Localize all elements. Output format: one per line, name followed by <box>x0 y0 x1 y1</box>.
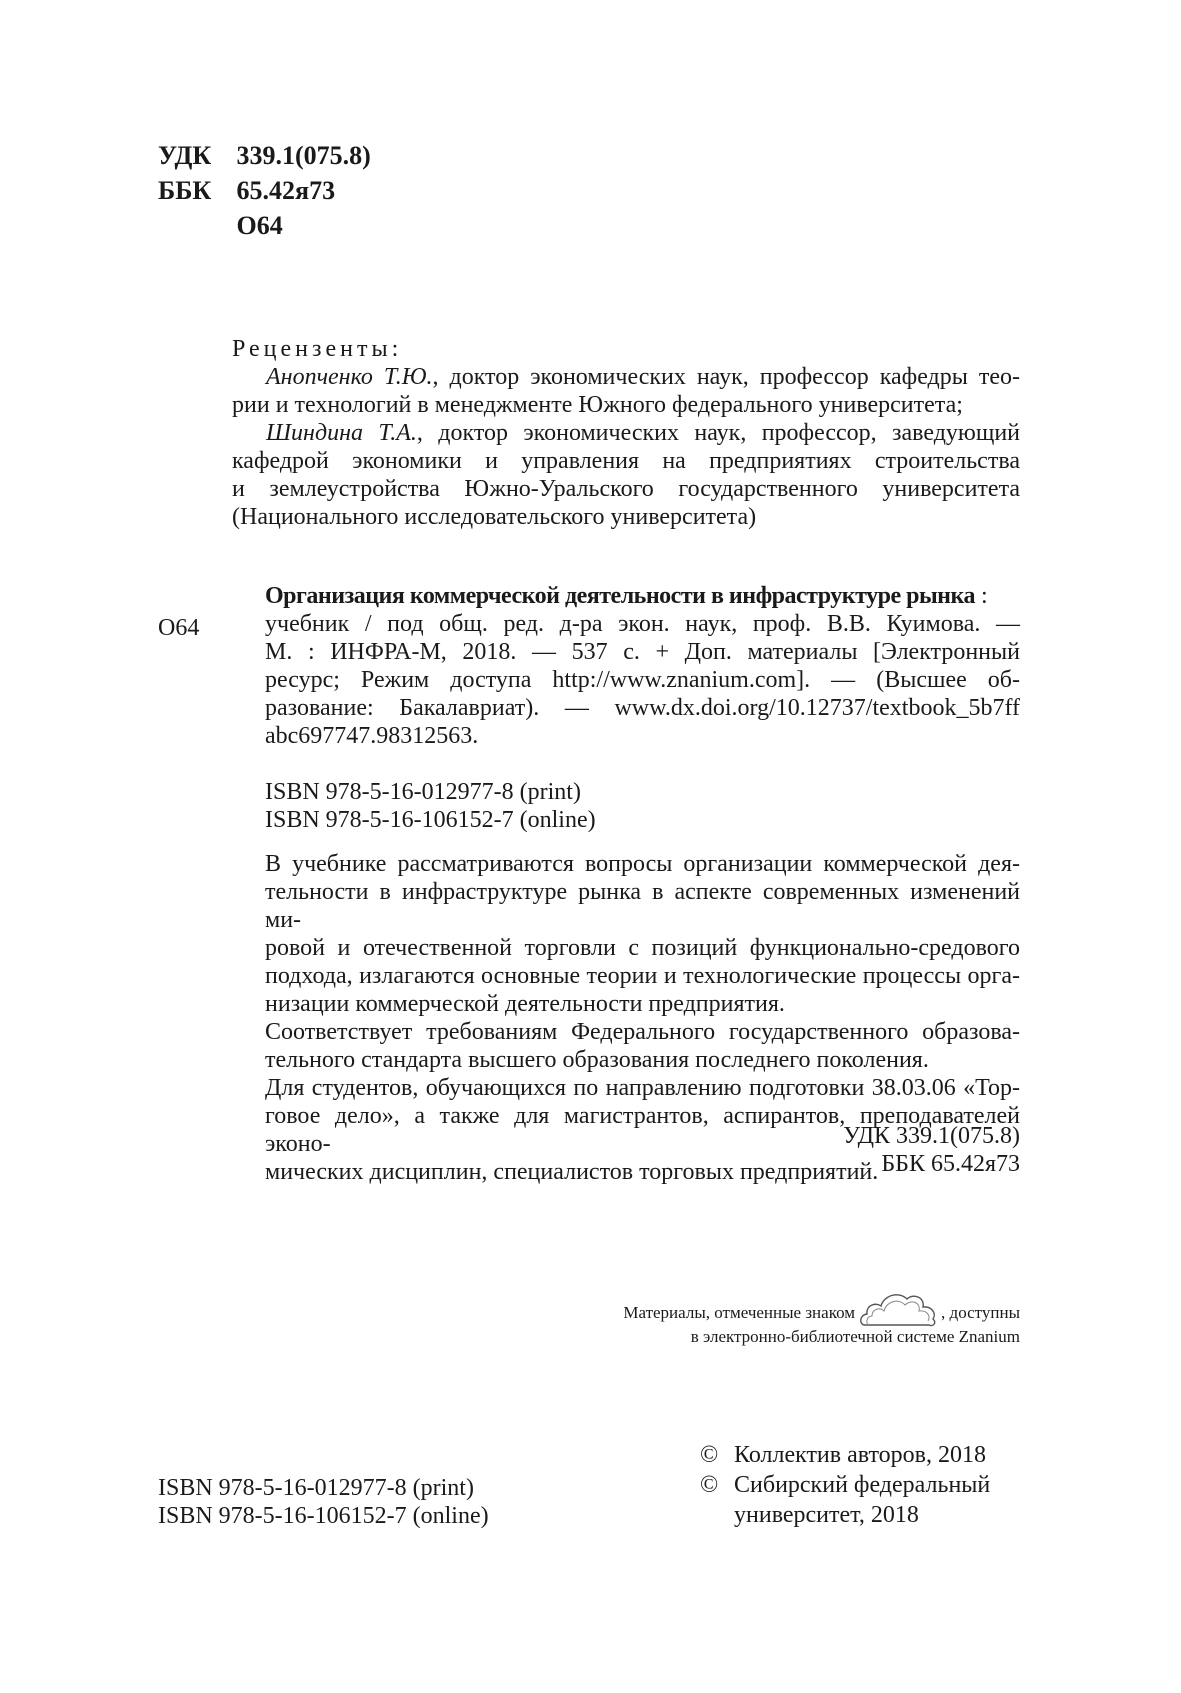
udc-value: 339.1(075.8) <box>236 141 371 170</box>
annotation-line: говое дело», а также для магистрантов, аспирантов, преподавателей эконо- <box>265 1103 1020 1157</box>
udc-summary-bbk: ББК 65.42я73 <box>881 1151 1020 1177</box>
book-title: Организация коммерческой деятельности в инфраструктуре рынка <box>265 583 975 609</box>
biblio-line: учебник / под общ. ред. д-ра экон. наук, проф. В.В. Куимова. — <box>265 611 1020 637</box>
bbk-label: ББК <box>158 176 212 205</box>
isbn-online: ISBN 978-5-16-106152-7 (online) <box>158 1503 489 1529</box>
isbn-print: ISBN 978-5-16-012977-8 (print) <box>265 779 581 805</box>
copyright-line: университет, 2018 <box>734 1502 919 1528</box>
reviewer-line: Шиндина Т.А., доктор экономических наук, профессор, заведующий <box>266 420 1021 446</box>
reviewer-line: и землеустройства Южно-Уральского государственного университета <box>232 476 1020 502</box>
annotation-line: мических дисциплин, специалистов торговых предприятий. <box>265 1159 879 1185</box>
udc-summary <box>843 1122 1020 1178</box>
udc-label: УДК <box>158 141 212 170</box>
reviewer-line: рии и технологий в менеджменте Южного федерального университета; <box>232 392 963 418</box>
znanium-note-line: Материалы, отмеченные знаком , доступны <box>623 1285 1020 1325</box>
bbk-row <box>158 173 371 208</box>
annotation-line: подхода, излагаются основные теории и технологические процессы орга- <box>265 963 1020 989</box>
author-sign: О64 <box>236 211 283 240</box>
reviewer-line: (Национального исследовательского университета) <box>232 504 757 530</box>
annotation-line: ровой и отечественной торговли с позиций функционально-средового <box>265 935 1020 961</box>
annotation-line: В учебнике рассматриваются вопросы организации коммерческой дея- <box>265 851 1020 877</box>
reviewer-line: Анопченко Т.Ю., доктор экономических наук, профессор кафедры тео- <box>266 364 1021 390</box>
biblio-line: abc697747.98312563. <box>265 723 479 749</box>
reviewer-name: Шиндина Т.А. <box>266 420 417 446</box>
book-title-line: Организация коммерческой деятельности в инфраструктуре рынка : <box>265 583 988 609</box>
bibliographic-code: О64 <box>158 615 200 641</box>
biblio-line: ресурс; Режим доступа http://www.znanium.com]. — (Высшее об- <box>265 667 1020 693</box>
annotation-line: Для студентов, обучающихся по направлению подготовки 38.03.06 «Тор- <box>265 1075 1020 1101</box>
reviewers-section <box>232 335 1020 531</box>
isbn-footer <box>158 1474 489 1530</box>
isbn-print: ISBN 978-5-16-012977-8 (print) <box>158 1475 474 1501</box>
znanium-note <box>623 1285 1020 1349</box>
isbn-online: ISBN 978-5-16-106152-7 (online) <box>265 807 596 833</box>
annotation-line: тельного стандарта высшего образования последнего поколения. <box>265 1047 929 1073</box>
isbn-block <box>265 778 596 834</box>
reviewer-name: Анопченко Т.Ю. <box>266 364 433 390</box>
copyright-block <box>700 1440 990 1530</box>
annotation-line: тельности в инфраструктуре рынка в аспекте современных изменений ми- <box>265 879 1020 933</box>
author-sign-row <box>158 208 371 243</box>
copyright-symbol: © <box>700 1442 719 1468</box>
annotation-line: Соответствует требованиям Федерального государственного образова- <box>265 1019 1020 1045</box>
copyright-line: © Сибирский федеральный <box>700 1472 991 1498</box>
reviewers-heading: Рецензенты: <box>232 336 403 362</box>
biblio-line: разование: Бакалавриат). — www.dx.doi.org/10.12737/textbook_5b7ff <box>265 695 1020 721</box>
copyright-line: © Коллектив авторов, 2018 <box>700 1442 986 1468</box>
reviewer-line: кафедрой экономики и управления на предприятиях строительства <box>232 448 1020 474</box>
classification-block <box>158 138 371 243</box>
copyright-symbol: © <box>700 1472 719 1498</box>
udc-summary-udc: УДК 339.1(075.8) <box>843 1123 1020 1149</box>
udc-row <box>158 138 371 173</box>
znanium-note-line2: в электронно-библиотечной системе Znanium <box>690 1327 1020 1346</box>
bibliographic-description <box>265 582 1020 750</box>
biblio-line: М. : ИНФРА-М, 2018. — 537 с. + Доп. материалы [Электронный <box>265 639 1020 665</box>
annotation-line: низации коммерческой деятельности предприятия. <box>265 991 785 1017</box>
bbk-value: 65.42я73 <box>236 176 336 205</box>
